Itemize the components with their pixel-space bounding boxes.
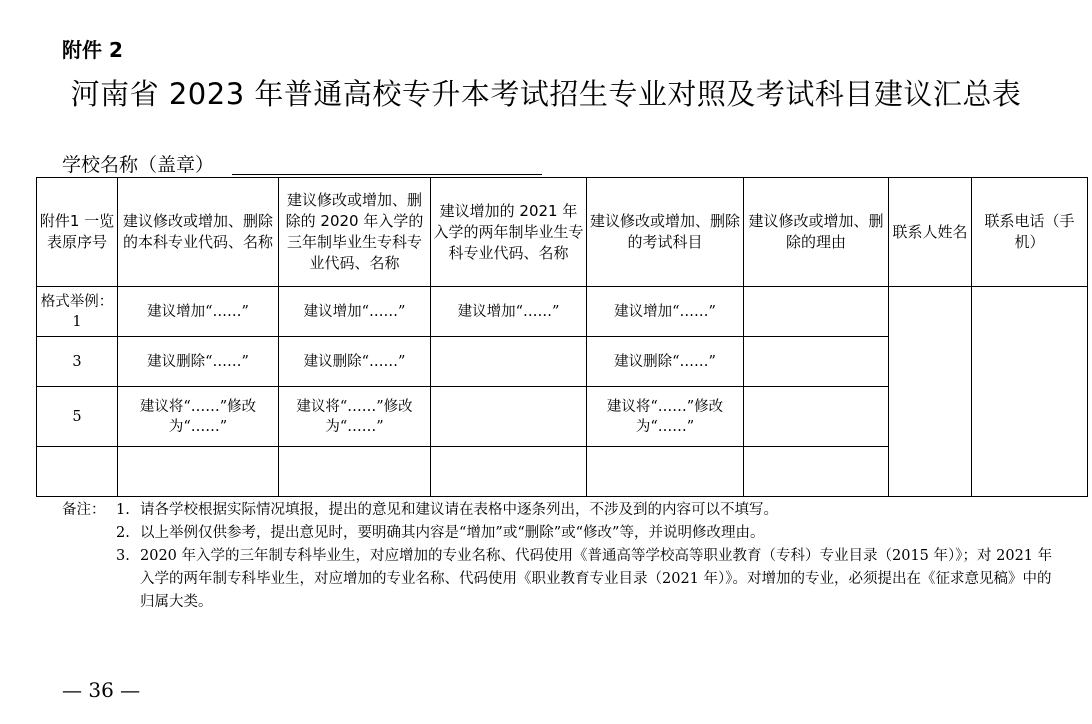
header-2021-major: 建议增加的 2021 年入学的两年制毕业生专科专业代码、名称	[431, 178, 587, 287]
table-row	[37, 287, 1088, 337]
cell-reason[interactable]	[744, 337, 889, 387]
cell-exam-subject[interactable]: 建议增加“……”	[587, 287, 744, 337]
cell-2020-major[interactable]: 建议增加“……”	[279, 287, 431, 337]
cell-undergrad-major[interactable]: 建议删除“……”	[118, 337, 279, 387]
header-row	[37, 178, 1088, 287]
header-undergrad-major: 建议修改或增加、删除的本科专业代码、名称	[118, 178, 279, 287]
cell-2020-major[interactable]: 建议将“……”修改为“……”	[279, 387, 431, 447]
header-contact-phone: 联系电话（手机）	[972, 178, 1088, 287]
note-number: 1.	[116, 502, 130, 518]
cell-2021-major[interactable]	[431, 337, 587, 387]
note-text: 以上举例仅供参考，提出意见时，要明确其内容是“增加”或“删除”或“修改”等，并说明修改理由。	[140, 525, 765, 541]
cell-reason[interactable]	[744, 447, 889, 497]
cell-reason[interactable]	[744, 287, 889, 337]
cell-undergrad-major[interactable]	[118, 447, 279, 497]
note-text: 请各学校根据实际情况填报，提出的意见和建议请在表格中逐条列出，不涉及到的内容可以不填写。	[140, 502, 778, 518]
header-original-no: 附件1 一览表原序号	[37, 178, 118, 287]
cell-exam-subject[interactable]: 建议删除“……”	[587, 337, 744, 387]
cell-exam-subject[interactable]	[587, 447, 744, 497]
header-contact-name: 联系人姓名	[889, 178, 972, 287]
cell-undergrad-major[interactable]: 建议增加“……”	[118, 287, 279, 337]
header-exam-subject: 建议修改或增加、删除的考试科目	[587, 178, 744, 287]
note-text: 2020 年入学的三年制专科毕业生，对应增加的专业名称、代码使用《普通高等学校高等职业教育（专科）专业目录（2015 年）》；对 2021 年入学的两年制专科毕业生，对应增加的专业名称、代码使用《职业教育专业目录（2021 年）》。对增加的专业，必须提出在《征求意见稿》中的归属大类。	[140, 548, 1053, 610]
note-item	[62, 522, 1062, 545]
note-number: 2.	[116, 525, 130, 541]
cell-original-no[interactable]	[37, 447, 118, 497]
cell-exam-subject[interactable]: 建议将“……”修改为“……”	[587, 387, 744, 447]
cell-contact-phone[interactable]	[972, 287, 1088, 497]
cell-original-no[interactable]: 3	[37, 337, 118, 387]
note-item	[62, 499, 1062, 522]
cell-2021-major[interactable]: 建议增加“……”	[431, 287, 587, 337]
cell-undergrad-major[interactable]: 建议将“……”修改为“……”	[118, 387, 279, 447]
school-name-field[interactable]	[232, 174, 542, 175]
summary-table	[36, 177, 1088, 497]
note-item	[62, 545, 1062, 614]
school-name-label: 学校名称（盖章）	[62, 154, 215, 176]
cell-reason[interactable]	[744, 387, 889, 447]
cell-original-no[interactable]: 格式举例：1	[37, 287, 118, 337]
cell-2020-major[interactable]: 建议删除“……”	[279, 337, 431, 387]
cell-2021-major[interactable]	[431, 387, 587, 447]
page-title: 河南省 2023 年普通高校专升本考试招生专业对照及考试科目建议汇总表	[70, 77, 1022, 111]
cell-2021-major[interactable]	[431, 447, 587, 497]
header-reason: 建议修改或增加、删除的理由	[744, 178, 889, 287]
cell-contact-name[interactable]	[889, 287, 972, 497]
header-2020-major: 建议修改或增加、删除的 2020 年入学的三年制毕业生专科专业代码、名称	[279, 178, 431, 287]
notes-label: 备注：	[62, 502, 106, 518]
page-number: — 36 —	[62, 678, 141, 702]
note-number: 3.	[116, 548, 130, 564]
cell-original-no[interactable]: 5	[37, 387, 118, 447]
cell-2020-major[interactable]	[279, 447, 431, 497]
annex-label: 附件 2	[62, 38, 123, 62]
notes	[62, 499, 1062, 614]
